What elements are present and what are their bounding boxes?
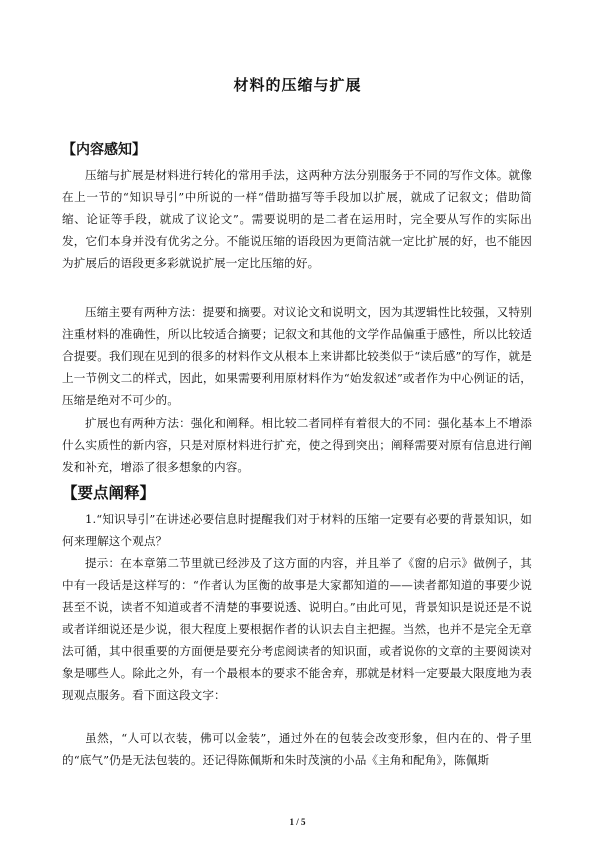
page-number: 1 / 5 [289,817,306,827]
section-heading-key-points: 【要点阐释】 [62,484,156,502]
paragraph-question-1: 1.“知识导引”在讲述必要信息时提醒我们对于材料的压缩一定要有必要的背景知识，如何来理解这个观点？ [62,512,532,548]
paragraph-intro: 压缩与扩展是材料进行转化的常用手法，这两种方法分别服务于不同的写作文体。就像在上一节的“知识导引”中所说的一样“借助描写等手段加以扩展，就成了记叙文；借助简缩、论证等手段，就成了议论文”。需要说明的是二者在运用时，完全要从写作的实际出发，它们本身并没有优劣之分。不能说压缩的语段因为更简洁就一定比扩展的好，也不能因为扩展后的语段更多彩就说扩展一定比压缩的好。 [62,168,532,270]
paragraph-hint: 提示：在本章第二节里就已经涉及了这方面的内容，并且举了《窗的启示》做例子，其中有一段话是这样写的：“作者认为匡衡的故事是大家都知道的——读者都知道的事要少说甚至不说，读者不知道或者不清楚的事要说透、说明白。”由此可见，背景知识是说还是不说或者详细说还是少说，很大程度上要根据作者的认识去自主把握。当然，也并不是完全无章法可循，其中很重要的方面便是要充分考虑阅读者的知识面，或者说你的文章的主要阅读对象是哪些人。除此之外，有一个最根本的要求不能舍弃，那就是材料一定要最大限度地为表现观点服务。看下面这段文字： [62,556,532,702]
paragraph-expansion: 扩展也有两种方法：强化和阐释。相比较二者同样有着很大的不同：强化基本上不增添什么实质性的新内容，只是对原材料进行扩充，使之得到突出；阐释需要对原有信息进行阐发和补充，增添了很多想象的内容。 [62,416,532,474]
paragraph-compression: 压缩主要有两种方法：提要和摘要。对议论文和说明文，因为其逻辑性比较强，又特别注重材料的准确性，所以比较适合摘要；记叙文和其他的文学作品偏重于感性，所以比较适合提要。我们现在见到的很多的材料作文从根本上来讲都比较类似于“读后感”的写作，就是上一节例文二的样式，因此，如果需要利用原材料作为“始发叙述”或者作为中心例证的话，压缩是绝对不可少的。 [62,305,532,407]
document-title: 材料的压缩与扩展 [233,76,362,94]
paragraph-quoted-example: 虽然，“人可以衣装，佛可以金装”，通过外在的包装会改变形象，但内在的、骨子里的“底气”仍是无法包装的。还记得陈佩斯和朱时茂演的小品《主角和配角》，陈佩斯 [62,731,532,767]
section-heading-content-perception: 【内容感知】 [62,142,146,158]
